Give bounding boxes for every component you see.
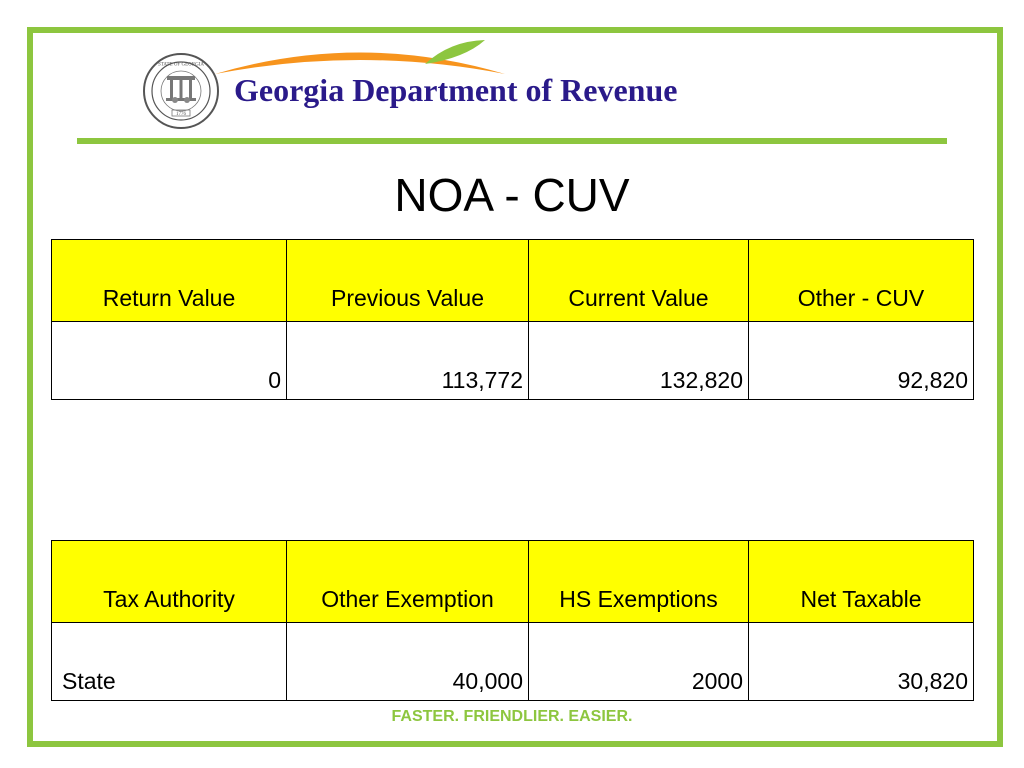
- header-cell-other-exemption: Other Exemption: [287, 541, 529, 623]
- exemption-table: [51, 540, 974, 701]
- table-row: [52, 322, 974, 400]
- header-cell-previous-value: Previous Value: [287, 240, 529, 322]
- cell-return-value: 0: [52, 322, 287, 400]
- table-header-row: [52, 240, 974, 322]
- header-cell-tax-authority: Tax Authority: [52, 541, 287, 623]
- cell-other-exemption: 40,000: [287, 623, 529, 701]
- cell-previous-value: 113,772: [287, 322, 529, 400]
- seal-top-text: STATE OF GEORGIA: [158, 62, 204, 68]
- header-divider: [77, 138, 947, 144]
- header-cell-other-cuv: Other - CUV: [749, 240, 974, 322]
- header-cell-net-taxable: Net Taxable: [749, 541, 974, 623]
- header-cell-current-value: Current Value: [529, 240, 749, 322]
- value-table: [51, 239, 974, 400]
- georgia-seal-logo: [142, 52, 220, 130]
- seal-year: 1776: [176, 112, 186, 117]
- footer-tagline: FASTER. FRIENDLIER. EASIER.: [391, 708, 633, 725]
- organization-name: Georgia Department of Revenue: [234, 72, 678, 108]
- cell-net-taxable: 30,820: [749, 623, 974, 701]
- table-header-row: [52, 541, 974, 623]
- table-row: [52, 623, 974, 701]
- header-cell-return-value: Return Value: [52, 240, 287, 322]
- cell-hs-exemptions: 2000: [529, 623, 749, 701]
- cell-other-cuv: 92,820: [749, 322, 974, 400]
- header-cell-hs-exemptions: HS Exemptions: [529, 541, 749, 623]
- cell-tax-authority: State: [52, 623, 287, 701]
- slide-title: NOA - CUV: [394, 169, 630, 221]
- cell-current-value: 132,820: [529, 322, 749, 400]
